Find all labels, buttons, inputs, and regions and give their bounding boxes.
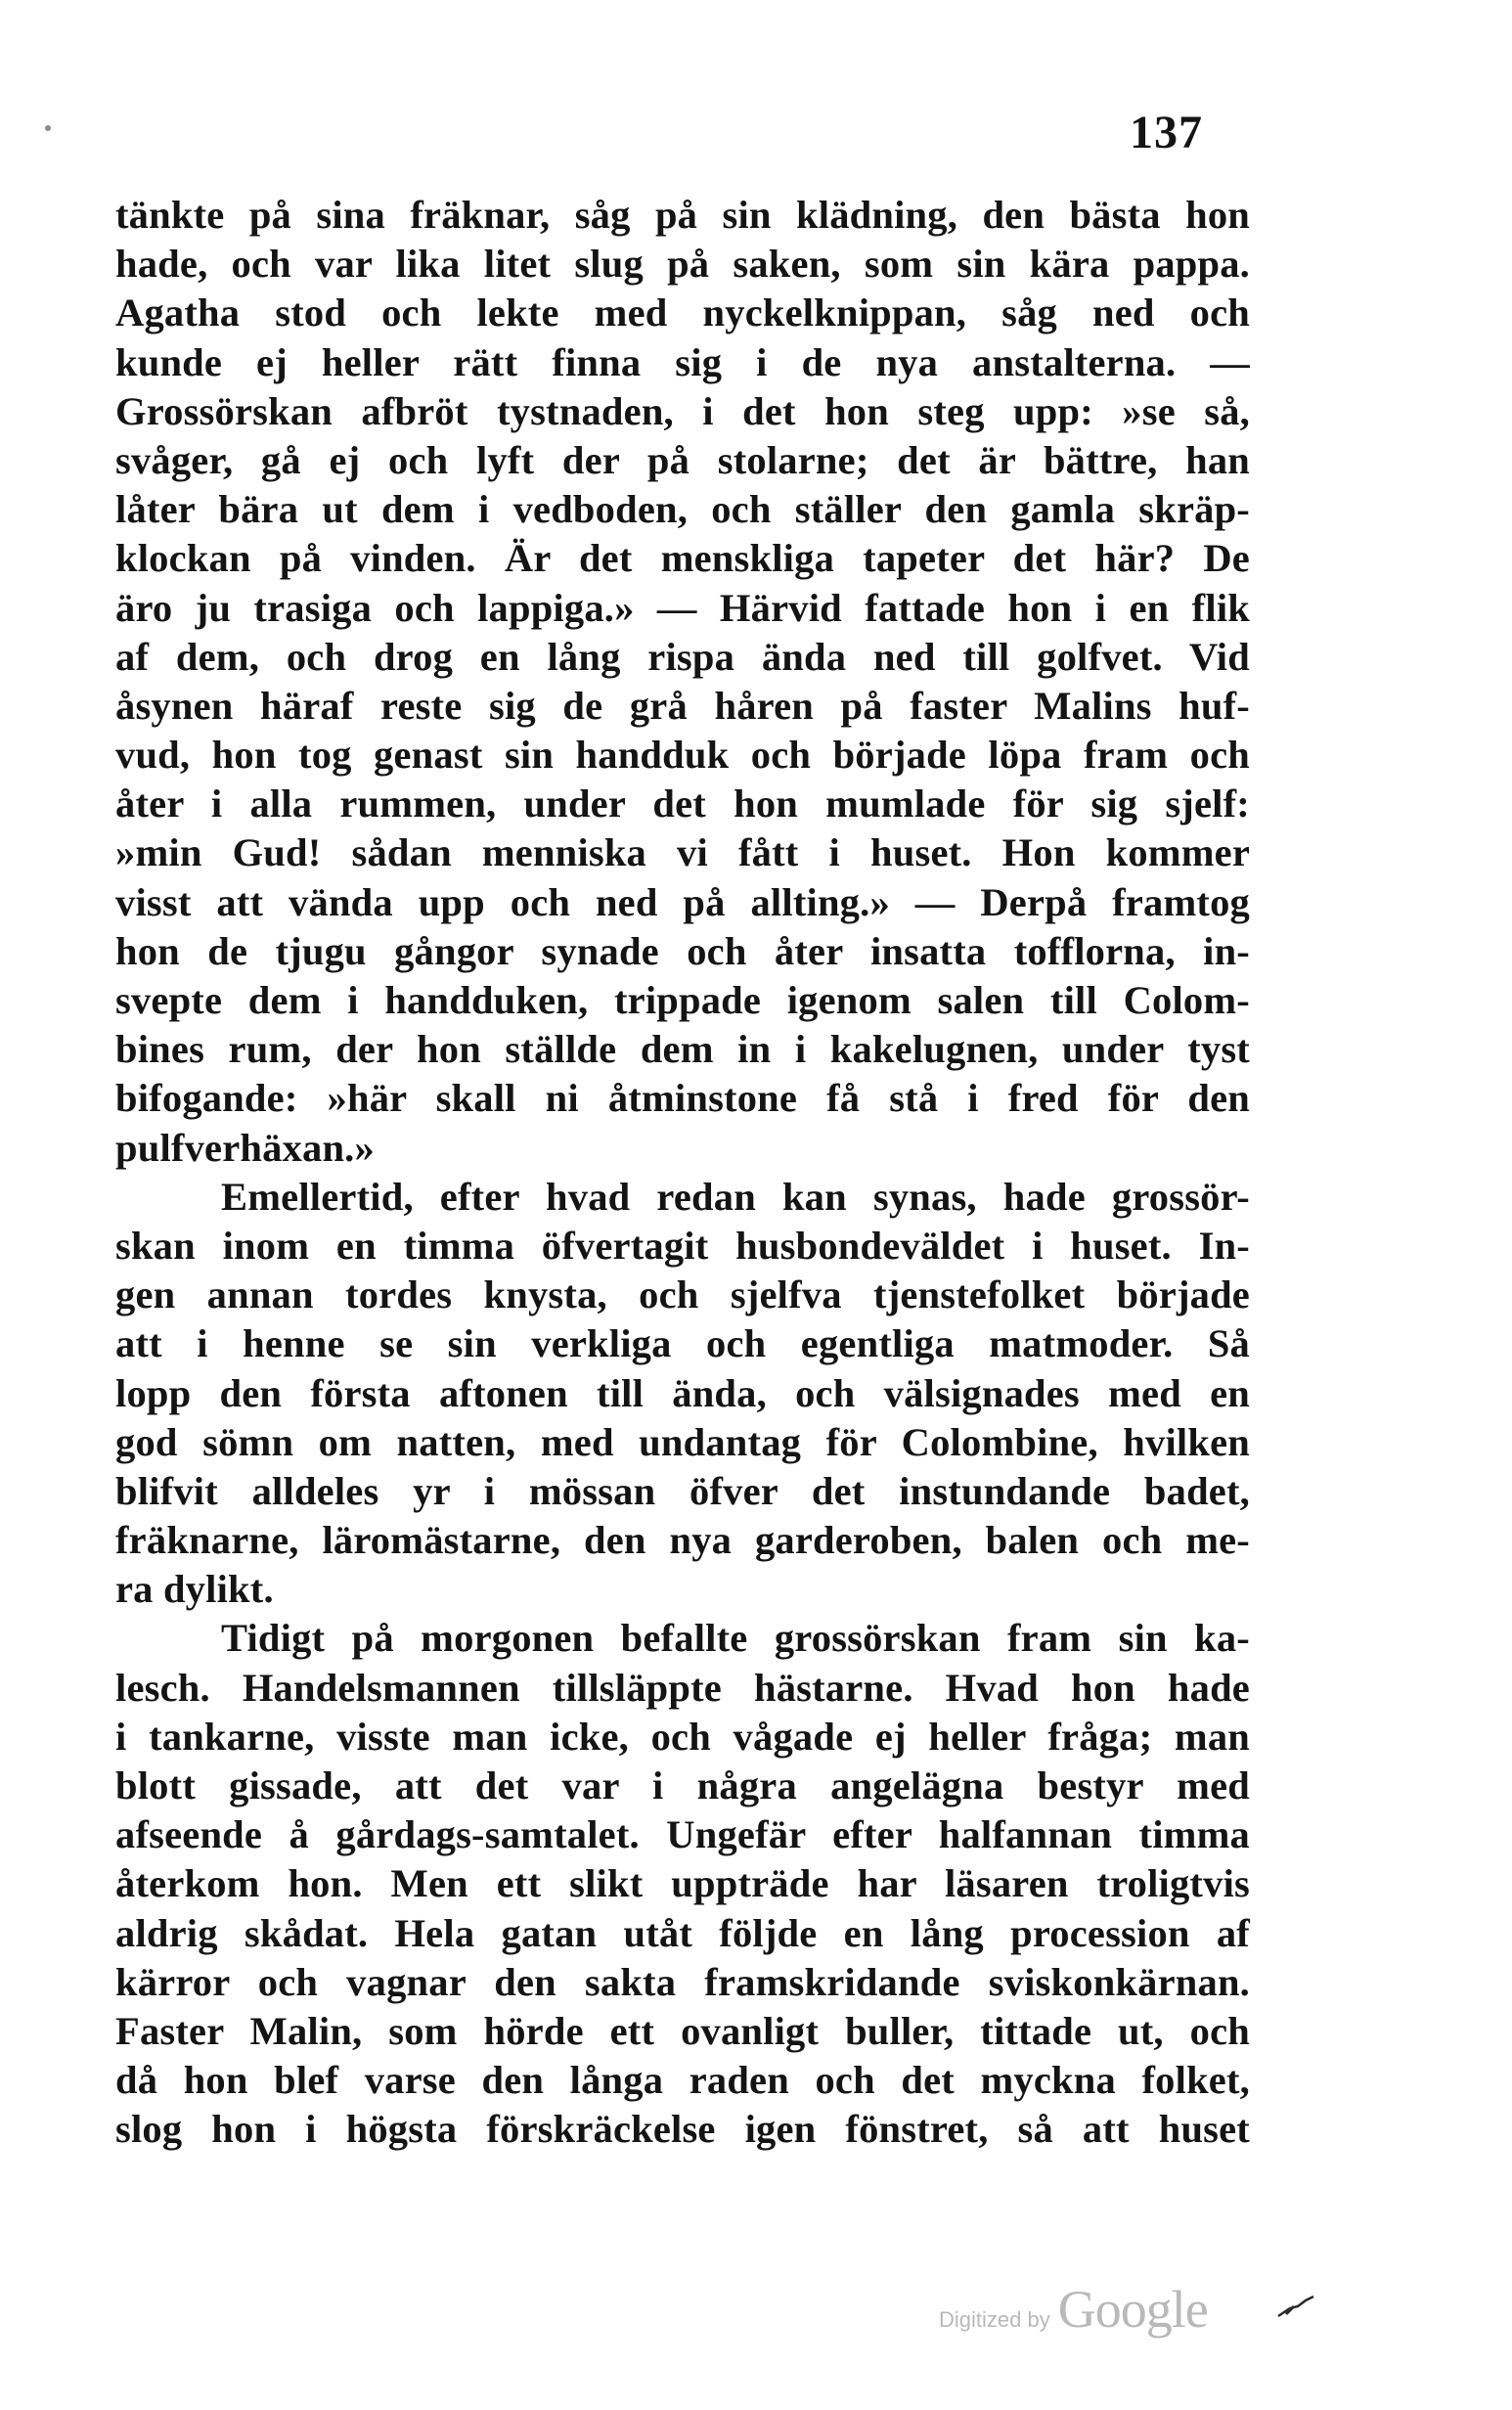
text-line: bines rum, der hon ställde dem in i kakelugnen, under tyst: [115, 1027, 1250, 1072]
watermark-prefix: Digitized by: [939, 2307, 1050, 2332]
text-line: Faster Malin, som hörde ett ovanligt buller, tittade ut, och: [115, 2008, 1250, 2053]
text-line: afseende å gårdags-samtalet. Ungefär efter halfannan timma: [115, 1812, 1250, 1857]
text-line: hade, och var lika litet slug på saken, som sin kära pappa.: [115, 242, 1250, 287]
scan-corner-mark-icon: [1276, 2295, 1315, 2320]
text-line: i tankarne, visste man icke, och vågade ej heller fråga; man: [115, 1714, 1250, 1759]
text-line: Grossörskan afbröt tystnaden, i det hon steg upp: »se så,: [115, 388, 1250, 433]
text-line: blott gissade, att det var i några angelägna bestyr med: [115, 1763, 1250, 1808]
text-line: svepte dem i handduken, trippade igenom salen till Colom-: [115, 978, 1250, 1022]
body-text: [115, 191, 1250, 2155]
text-line: klockan på vinden. Är det menskliga tapeter det här? De: [115, 536, 1250, 581]
text-line: återkom hon. Men ett slikt uppträde har läsaren troligtvis: [115, 1861, 1250, 1906]
text-line: af dem, och drog en lång rispa ända ned till golfvet. Vid: [115, 634, 1250, 679]
text-line: Agatha stod och lekte med nyckelknippan, såg ned och: [115, 290, 1250, 335]
text-line: »min Gud! sådan menniska vi fått i huset. Hon kommer: [115, 830, 1250, 875]
text-line: då hon blef varse den långa raden och det myckna folket,: [115, 2058, 1250, 2103]
google-logo: Google: [1057, 2280, 1208, 2339]
text-line: vud, hon tog genast sin handduk och började löpa fram och: [115, 733, 1250, 778]
text-line: åter i alla rummen, under det hon mumlade för sig sjelf:: [115, 781, 1250, 826]
text-line: ra dylikt.: [115, 1567, 274, 1612]
text-line: kunde ej heller rätt finna sig i de nya anstalterna. —: [115, 339, 1250, 384]
text-line: lopp den första aftonen till ända, och välsignades med en: [115, 1370, 1250, 1415]
text-line: låter bära ut dem i vedboden, och ställer den gamla skräp-: [115, 487, 1250, 532]
text-line: hon de tjugu gångor synade och åter insatta tofflorna, in-: [115, 928, 1250, 973]
text-line: åsynen häraf reste sig de grå håren på faster Malins huf-: [115, 683, 1250, 728]
text-line: bifogande: »här skall ni åtminstone få stå i fred för den: [115, 1076, 1250, 1121]
text-line: visst att vända upp och ned på allting.» — Derpå framtog: [115, 879, 1250, 924]
text-line: svåger, gå ej och lyft der på stolarne; det är bättre, han: [115, 437, 1250, 482]
text-line: tänkte på sina fräknar, såg på sin klädning, den bästa hon: [115, 193, 1250, 237]
digitized-by-google-watermark: [939, 2279, 1208, 2338]
text-line: aldrig skådat. Hela gatan utåt följde en lång procession af: [115, 1910, 1250, 1955]
text-line: pulfverhäxan.»: [115, 1125, 375, 1170]
text-line: fräknarne, läromästarne, den nya garderoben, balen och me-: [115, 1518, 1250, 1563]
text-line: att i henne se sin verkliga och egentliga matmoder. Så: [115, 1321, 1250, 1366]
text-line: lesch. Handelsmannen tillsläppte hästarne. Hvad hon hade: [115, 1665, 1250, 1710]
text-line: kärror och vagnar den sakta framskridande sviskonkärnan.: [115, 1959, 1250, 2004]
text-line: god sömn om natten, med undantag för Colombine, hvilken: [115, 1419, 1250, 1464]
text-line: skan inom en timma öfvertagit husbondeväldet i huset. In-: [115, 1223, 1250, 1268]
text-line: Tidigt på morgonen befallte grossörskan fram sin ka-: [221, 1616, 1250, 1661]
ink-speck: [45, 125, 51, 131]
text-line: blifvit alldeles yr i mössan öfver det instundande badet,: [115, 1468, 1250, 1513]
text-line: gen annan tordes knysta, och sjelfva tjenstefolket började: [115, 1272, 1250, 1317]
text-line: äro ju trasiga och lappiga.» — Härvid fattade hon i en flik: [115, 585, 1250, 630]
text-line: Emellertid, efter hvad redan kan synas, hade grossör-: [221, 1174, 1250, 1219]
page-number: 137: [1130, 107, 1203, 158]
text-line: slog hon i högsta förskräckelse igen fönstret, så att huset: [115, 2107, 1250, 2152]
